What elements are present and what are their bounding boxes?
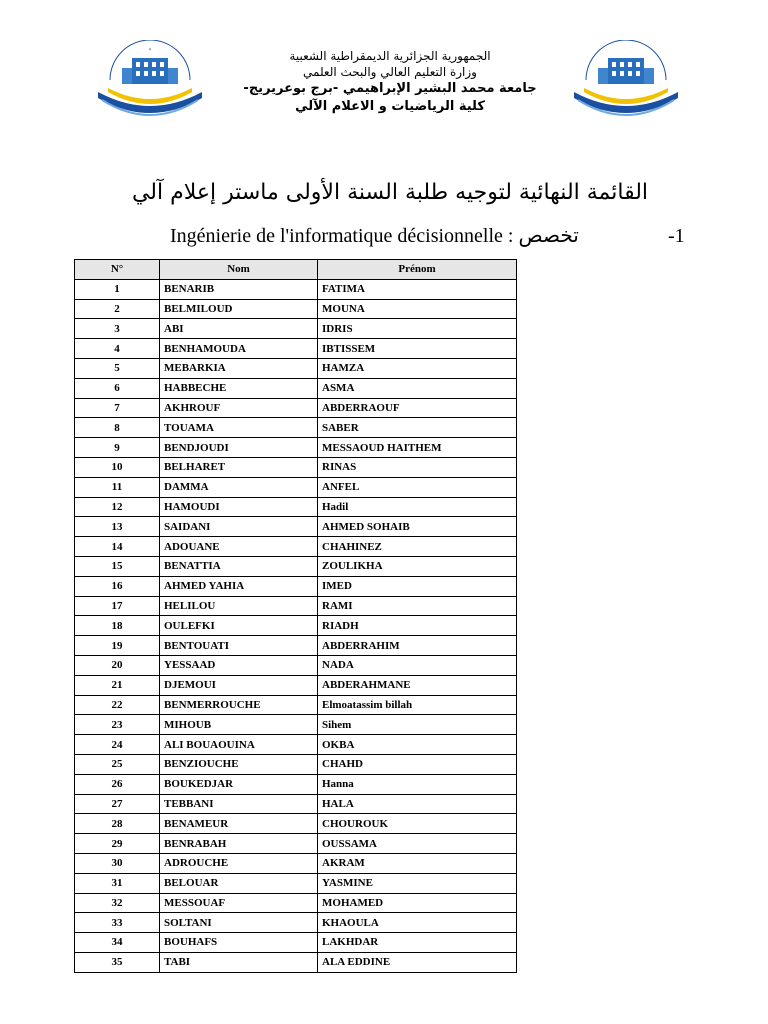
- row-number: 11: [75, 477, 160, 497]
- table-row: [75, 873, 517, 893]
- row-prenom: Hadil: [318, 497, 517, 517]
- section-heading: [170, 222, 690, 250]
- row-prenom: LAKHDAR: [318, 933, 517, 953]
- table-row: [75, 556, 517, 576]
- table-row: [75, 279, 517, 299]
- row-prenom: CHAHINEZ: [318, 537, 517, 557]
- row-prenom: ABDERAHMANE: [318, 675, 517, 695]
- header-faculty: كلية الرياضيات و الاعلام الآلي: [295, 99, 485, 114]
- row-nom: BENARIB: [160, 279, 318, 299]
- header-university: جامعة محمد البشير الإبراهيمي -برج بوعريريج-: [243, 81, 537, 96]
- row-nom: MIHOUB: [160, 715, 318, 735]
- row-nom: DJEMOUI: [160, 675, 318, 695]
- table-row: [75, 814, 517, 834]
- row-nom: BOUHAFS: [160, 933, 318, 953]
- row-number: 16: [75, 576, 160, 596]
- row-number: 12: [75, 497, 160, 517]
- table-row: [75, 477, 517, 497]
- row-nom: BELMILOUD: [160, 299, 318, 319]
- row-nom: BELOUAR: [160, 873, 318, 893]
- table-row: [75, 952, 517, 972]
- table-header-row: [75, 260, 517, 280]
- table-row: [75, 418, 517, 438]
- row-number: 20: [75, 655, 160, 675]
- row-nom: SAIDANI: [160, 517, 318, 537]
- row-number: 23: [75, 715, 160, 735]
- table-row: [75, 319, 517, 339]
- row-prenom: NADA: [318, 655, 517, 675]
- row-nom: BENMERROUCHE: [160, 695, 318, 715]
- row-prenom: IBTISSEM: [318, 339, 517, 359]
- table-row: [75, 339, 517, 359]
- header-ministry: وزارة التعليم العالي والبحث العلمي: [303, 65, 477, 79]
- row-number: 8: [75, 418, 160, 438]
- section-label: Ingénierie de l'informatique décisionnelle : تخصص: [170, 225, 579, 247]
- row-nom: ABI: [160, 319, 318, 339]
- row-number: 33: [75, 913, 160, 933]
- row-prenom: IDRIS: [318, 319, 517, 339]
- row-nom: MESSOUAF: [160, 893, 318, 913]
- table-row: [75, 497, 517, 517]
- table-row: [75, 358, 517, 378]
- row-number: 3: [75, 319, 160, 339]
- row-nom: OULEFKI: [160, 616, 318, 636]
- row-number: 21: [75, 675, 160, 695]
- table-row: [75, 774, 517, 794]
- section-number: -1: [668, 225, 685, 247]
- table-row: [75, 834, 517, 854]
- row-number: 35: [75, 952, 160, 972]
- row-prenom: ANFEL: [318, 477, 517, 497]
- row-number: 34: [75, 933, 160, 953]
- row-number: 24: [75, 735, 160, 755]
- row-number: 17: [75, 596, 160, 616]
- table-row: [75, 299, 517, 319]
- students-table: [74, 259, 517, 973]
- row-number: 9: [75, 438, 160, 458]
- row-number: 29: [75, 834, 160, 854]
- row-prenom: RAMI: [318, 596, 517, 616]
- university-logo-right: [556, 40, 696, 132]
- row-number: 1: [75, 279, 160, 299]
- table-row: [75, 517, 517, 537]
- row-nom: MEBARKIA: [160, 358, 318, 378]
- row-number: 15: [75, 556, 160, 576]
- table-row: [75, 695, 517, 715]
- row-number: 26: [75, 774, 160, 794]
- row-prenom: ALA EDDINE: [318, 952, 517, 972]
- table-row: [75, 933, 517, 953]
- row-prenom: SABER: [318, 418, 517, 438]
- row-number: 31: [75, 873, 160, 893]
- row-prenom: RINAS: [318, 457, 517, 477]
- row-prenom: MESSAOUD HAITHEM: [318, 438, 517, 458]
- row-number: 28: [75, 814, 160, 834]
- table-row: [75, 735, 517, 755]
- university-logo-left: [80, 40, 220, 132]
- row-nom: BOUKEDJAR: [160, 774, 318, 794]
- row-prenom: CHOUROUK: [318, 814, 517, 834]
- row-number: 18: [75, 616, 160, 636]
- row-number: 4: [75, 339, 160, 359]
- row-nom: SOLTANI: [160, 913, 318, 933]
- row-nom: BENAMEUR: [160, 814, 318, 834]
- row-prenom: HALA: [318, 794, 517, 814]
- row-nom: BENATTIA: [160, 556, 318, 576]
- table-row: [75, 715, 517, 735]
- table-row: [75, 636, 517, 656]
- header-republic: الجمهورية الجزائرية الديمقراطية الشعبية: [289, 49, 491, 63]
- row-number: 22: [75, 695, 160, 715]
- row-prenom: Sihem: [318, 715, 517, 735]
- table-row: [75, 893, 517, 913]
- row-nom: ADOUANE: [160, 537, 318, 557]
- row-number: 27: [75, 794, 160, 814]
- row-nom: BENDJOUDI: [160, 438, 318, 458]
- row-number: 6: [75, 378, 160, 398]
- table-row: [75, 398, 517, 418]
- row-prenom: FATIMA: [318, 279, 517, 299]
- table-row: [75, 655, 517, 675]
- row-prenom: ZOULIKHA: [318, 556, 517, 576]
- table-row: [75, 576, 517, 596]
- row-number: 7: [75, 398, 160, 418]
- table-row: [75, 853, 517, 873]
- row-prenom: MOHAMED: [318, 893, 517, 913]
- column-header-prenom: Prénom: [318, 260, 517, 280]
- row-prenom: ABDERRAHIM: [318, 636, 517, 656]
- row-prenom: AKRAM: [318, 853, 517, 873]
- row-number: 14: [75, 537, 160, 557]
- column-header-nom: Nom: [160, 260, 318, 280]
- row-prenom: HAMZA: [318, 358, 517, 378]
- table-row: [75, 457, 517, 477]
- table-row: [75, 537, 517, 557]
- row-number: 19: [75, 636, 160, 656]
- row-nom: HABBECHE: [160, 378, 318, 398]
- row-prenom: OUSSAMA: [318, 834, 517, 854]
- row-nom: TABI: [160, 952, 318, 972]
- row-number: 30: [75, 853, 160, 873]
- row-nom: TOUAMA: [160, 418, 318, 438]
- table-row: [75, 438, 517, 458]
- row-nom: DAMMA: [160, 477, 318, 497]
- row-prenom: RIADH: [318, 616, 517, 636]
- row-prenom: IMED: [318, 576, 517, 596]
- table-row: [75, 675, 517, 695]
- row-prenom: Hanna: [318, 774, 517, 794]
- table-row: [75, 378, 517, 398]
- row-nom: BELHARET: [160, 457, 318, 477]
- row-nom: BENRABAH: [160, 834, 318, 854]
- row-prenom: AHMED SOHAIB: [318, 517, 517, 537]
- column-header-number: N°: [75, 260, 160, 280]
- table-row: [75, 754, 517, 774]
- row-prenom: YASMINE: [318, 873, 517, 893]
- row-nom: AHMED YAHIA: [160, 576, 318, 596]
- row-number: 10: [75, 457, 160, 477]
- row-nom: ADROUCHE: [160, 853, 318, 873]
- row-number: 5: [75, 358, 160, 378]
- page-title: القائمة النهائية لتوجيه طلبة السنة الأولى ماستر إعلام آلي: [131, 180, 649, 205]
- row-prenom: CHAHD: [318, 754, 517, 774]
- row-nom: TEBBANI: [160, 794, 318, 814]
- table-row: [75, 794, 517, 814]
- row-number: 13: [75, 517, 160, 537]
- row-prenom: ASMA: [318, 378, 517, 398]
- table-row: [75, 596, 517, 616]
- row-number: 25: [75, 754, 160, 774]
- row-nom: YESSAAD: [160, 655, 318, 675]
- row-number: 2: [75, 299, 160, 319]
- row-nom: BENTOUATI: [160, 636, 318, 656]
- row-prenom: OKBA: [318, 735, 517, 755]
- table-row: [75, 616, 517, 636]
- row-prenom: MOUNA: [318, 299, 517, 319]
- row-nom: AKHROUF: [160, 398, 318, 418]
- row-prenom: ABDERRAOUF: [318, 398, 517, 418]
- row-nom: BENHAMOUDA: [160, 339, 318, 359]
- row-prenom: Elmoatassim billah: [318, 695, 517, 715]
- table-row: [75, 913, 517, 933]
- row-number: 32: [75, 893, 160, 913]
- row-nom: BENZIOUCHE: [160, 754, 318, 774]
- row-nom: HAMOUDI: [160, 497, 318, 517]
- svg-text:*: *: [148, 48, 152, 54]
- row-nom: ALI BOUAOUINA: [160, 735, 318, 755]
- row-prenom: KHAOULA: [318, 913, 517, 933]
- row-nom: HELILOU: [160, 596, 318, 616]
- institution-header: [230, 48, 550, 116]
